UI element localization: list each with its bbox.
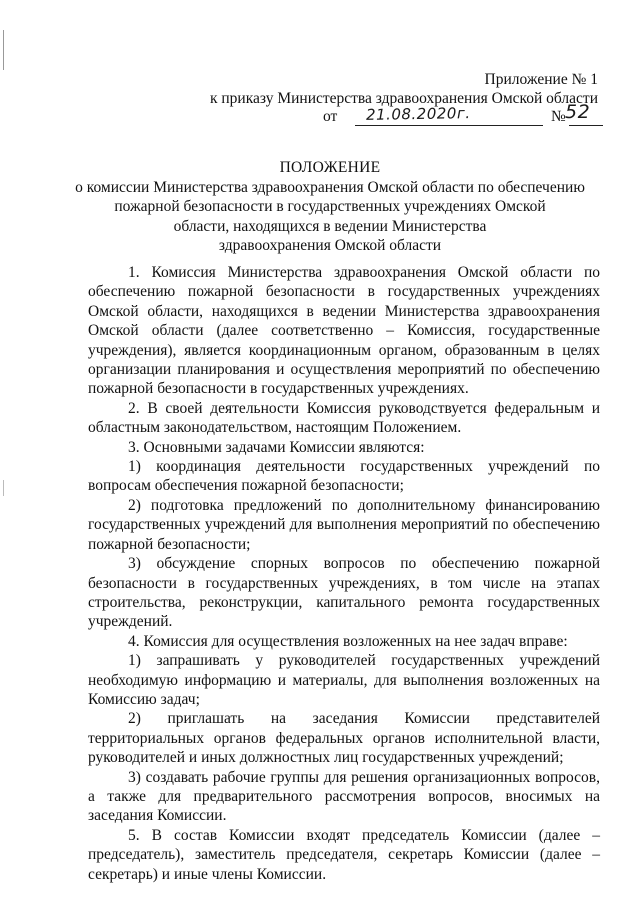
number-underline: [569, 125, 603, 126]
handwritten-date: 21.08.2020г.: [365, 104, 471, 124]
paragraph: 3. Основными задачами Комиссии являются:: [128, 438, 425, 456]
paragraph: 1) запрашивать у руководителей государственных учреждений необходимую информацию и материалы, для выполнения возложенных на Комиссию задач;: [88, 652, 600, 708]
appendix-number: Приложение № 1: [484, 71, 598, 88]
number-prefix: №: [551, 108, 566, 125]
handwritten-number: 52: [565, 101, 591, 123]
order-reference: к приказу Министерства здравоохранения Омской области: [209, 90, 598, 107]
paragraph: 5. В состав Комиссии входят председатель Комиссии (далее – председатель), заместитель председателя, секретарь Комиссии (далее – секретарь) и иные члены Комиссии.: [88, 826, 600, 883]
title-line: о комиссии Министерства здравоохранения Омской области по обеспечению: [75, 178, 585, 196]
title-heading: ПОЛОЖЕНИЕ: [279, 159, 381, 176]
paragraph: 2) подготовка предложений по дополнительному финансированию государственных учреждений для выполнения мероприятий по обеспечению пожарной безопасности;: [88, 496, 600, 553]
date-underline: [355, 125, 543, 126]
paragraph: 1) координация деятельности государственных учреждений по вопросам обеспечения пожарной безопасности;: [88, 458, 600, 495]
date-prefix: от: [323, 108, 338, 125]
paragraph: 3) обсуждение спорных вопросов по обеспечению пожарной безопасности в государственных учреждениях, в том числе на этапах строительства, реконструкции, капитального ремонта государственных учреждений.: [88, 555, 600, 631]
paragraph: 4. Комиссия для осуществления возложенных на нее задач вправе:: [128, 632, 568, 650]
document-body: [88, 263, 600, 884]
title-line: пожарной безопасности в государственных учреждениях Омской: [114, 198, 546, 215]
appendix-header: [210, 70, 598, 108]
paragraph: 3) создавать рабочие группы для решения организационных вопросов, а также для предварительного рассмотрения вопросов, вносимых на заседания Комиссии.: [88, 768, 600, 825]
title-line: здравоохранения Омской области: [218, 237, 442, 254]
paragraph: 1. Комиссия Министерства здравоохранения Омской области по обеспечению пожарной безопасности в государственных учреждениях Омской области, находящихся в ведении Министерства здравоохранения Омской области (далее соответственно – Комиссия, государственные учреждения), является координационным органом, образованным в целях организации планирования и осуществления мероприятий по обеспечению пожарной безопасности в государственных учреждениях.: [88, 264, 600, 398]
paragraph: 2. В своей деятельности Комиссия руководствуется федеральным и областным законодательством, настоящим Положением.: [88, 399, 600, 437]
title-line: области, находящихся в ведении Министерства: [173, 217, 487, 235]
scan-edge-mark: [3, 30, 4, 70]
paragraph: 2) приглашать на заседания Комиссии представителей территориальных органов федеральных органов исполнительной власти, руководителей и иных должностных лиц государственных учреждений;: [88, 710, 600, 767]
scan-edge-mark: [3, 480, 4, 496]
document-title: [60, 158, 600, 256]
